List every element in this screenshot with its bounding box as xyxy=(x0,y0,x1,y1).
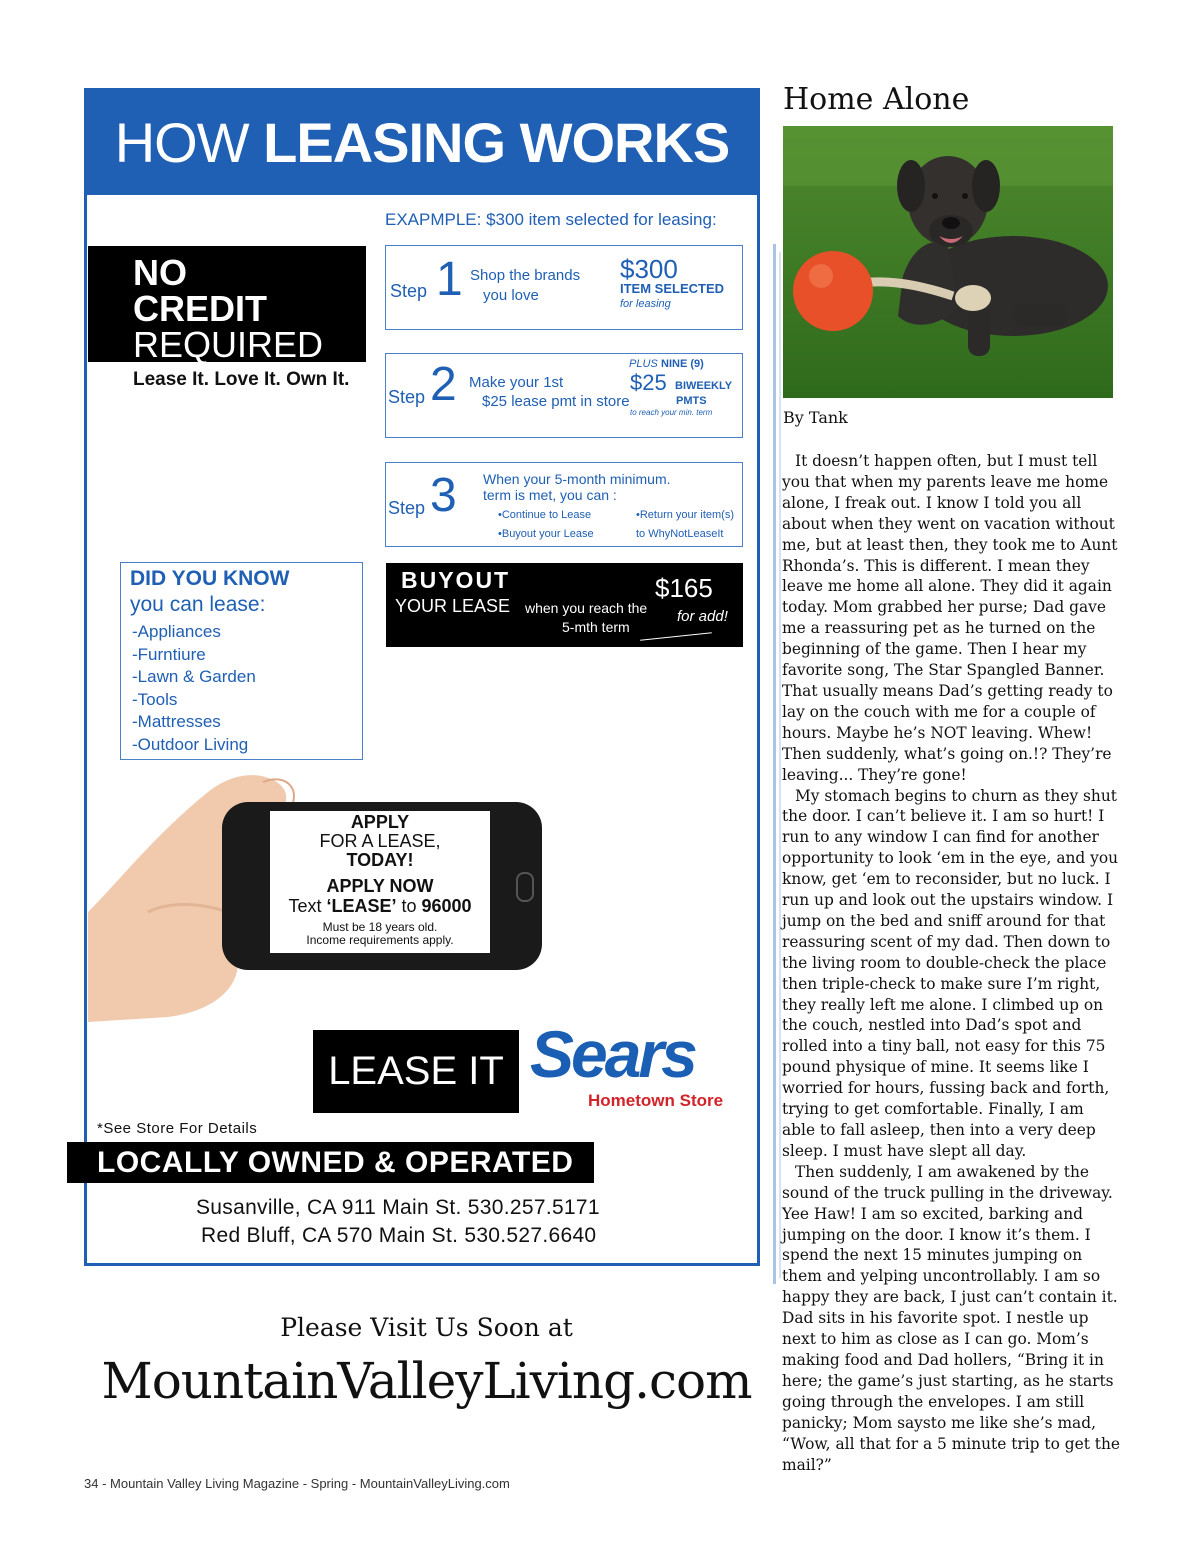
phone-text-line xyxy=(270,896,490,916)
phone-apply-now: APPLY NOW xyxy=(326,876,434,896)
article-divider xyxy=(773,244,776,1284)
phone-screen xyxy=(270,811,490,953)
phone-text-number: 96000 xyxy=(421,896,472,916)
list-item: -Furntiure xyxy=(132,644,206,664)
step-2-text1: Make your 1st xyxy=(469,374,564,391)
step-2-sub: to reach your min. term xyxy=(630,408,713,417)
step-3-box xyxy=(385,462,743,547)
article-title: Home Alone xyxy=(783,82,970,117)
article-paragraph: It doesn’t happen often, but I must tell you that when my parents leave me home alone, I freak out. I know I told you all about when they went on vacation without me, but at least then, they took me to Aunt Rhonda’s. This is different. I mean they leave me home all alone. They did it again today. Mom grabbed her purse; Dad gave me a reassuring pet as he turned on the beginning of the game. Then I hear my favorite song, The Star Spangled Banner. That usually means Dad’s getting ready to lay on the couch with me for a couple of hours. Maybe he’s NOT leaving. Whew! Then suddenly, what’s going on.!? They’re leaving... They’re gone! xyxy=(782,452,1118,784)
phone-today: TODAY! xyxy=(346,850,414,870)
leasable-items-list xyxy=(132,621,256,757)
did-you-know-box xyxy=(120,562,363,760)
step-3-number: 3 xyxy=(430,469,457,522)
phone-for-lease: FOR A LEASE, xyxy=(319,831,441,851)
see-store-note: *See Store For Details xyxy=(97,1120,258,1137)
list-item: -Outdoor Living xyxy=(132,734,249,754)
sears-hometown: Hometown Store xyxy=(588,1091,724,1110)
step-1-text2: you love xyxy=(483,287,539,304)
article-paragraph: Then suddenly, I am awakened by the sound of the truck pulling in the driveway. Yee Haw! I am so excited, barking and jumping on the door. I know it’s them. I spend the next 15 minutes jumping on them and yelping uncontrollably. I am so happy they are back, I just can’t contain it. Dad sits in his favorite spot. I nestle up next to him as close as I can go. Mom’s making food and Dad hollers, “Bring it in here; the game’s just starting, as he starts going through the envelopes. I am still panicky; Mom saysto me like she’s mad, “Wow, all that for a 5 minute trip to get the mail?” xyxy=(782,1162,1121,1474)
article-byline: By Tank xyxy=(783,408,848,427)
list-item: -Tools xyxy=(132,689,178,709)
no-credit-block xyxy=(88,246,366,365)
step-1-price-label: ITEM SELECTED xyxy=(620,281,725,296)
ad-header xyxy=(87,91,757,195)
article-divider-inner xyxy=(779,252,781,1278)
no-credit-line2: CREDIT xyxy=(133,288,267,329)
step-2-text2: $25 lease pmt in store xyxy=(482,393,630,410)
step-2-pmts: PMTS xyxy=(676,395,707,407)
example-caption: EXAPMPLE: $300 item selected for leasing: xyxy=(385,210,717,229)
list-item: -Mattresses xyxy=(132,712,221,732)
step-2-label: Step xyxy=(388,387,426,407)
buyout-price: $165 xyxy=(655,573,713,603)
step-1-price: $300 xyxy=(620,254,678,284)
buyout-for-add: for add! xyxy=(677,608,728,625)
ad-header-thin: HOW xyxy=(114,111,264,174)
phone-text-pre: Text xyxy=(288,896,327,916)
dog-photo xyxy=(783,126,1113,398)
buyout-block xyxy=(386,563,743,647)
step-1-text1: Shop the brands xyxy=(470,267,581,284)
visit-line: Please Visit Us Soon at xyxy=(280,1313,573,1342)
ad-header-bold: LEASING WORKS xyxy=(263,111,730,174)
buyout-when: when you reach the xyxy=(525,600,648,616)
phone-home-button xyxy=(516,872,534,902)
phone-fine1: Must be 18 years old. xyxy=(322,920,438,934)
list-item: -Lawn & Garden xyxy=(132,667,256,687)
phone-fine2: Income requirements apply. xyxy=(306,933,454,947)
step-3-option-return: •Return your item(s) xyxy=(636,509,734,521)
locally-owned-banner: LOCALLY OWNED & OPERATED xyxy=(67,1142,594,1183)
step-2-biweekly: BIWEEKLY xyxy=(675,380,733,392)
step-2-price: $25 xyxy=(630,370,667,395)
buyout-title: BUYOUT xyxy=(401,567,511,593)
step-1-box xyxy=(385,245,743,330)
step-1-number: 1 xyxy=(436,253,463,306)
did-you-know-subtitle: you can lease: xyxy=(130,593,266,616)
lease-it-banner: LEASE IT xyxy=(313,1030,519,1113)
step-3-text1: When your 5-month minimum. xyxy=(483,471,671,487)
website-link[interactable]: MountainValleyLiving.com xyxy=(101,1352,752,1410)
step-3-option-return-2: to WhyNotLeaseIt xyxy=(636,528,724,540)
step-1-price-sub: for leasing xyxy=(620,298,671,310)
tagline: Lease It. Love It. Own It. xyxy=(133,369,350,390)
list-item: -Appliances xyxy=(132,622,221,641)
no-credit-line1: NO xyxy=(133,252,187,293)
did-you-know-title: DID YOU KNOW xyxy=(130,567,290,590)
article-paragraph: My stomach begins to churn as they shut the door. I can’t believe it. I am so hurt! I run to any window I can find for another opportunity to look ‘em in the eye, and you know, get ‘em to reconsider, but no luck. I run up and look out the upstairs window. I jump on the bed and sniff around for that reassuring scent of my dad. Then down to the living room to double-check the place then triple-check to make sure I’m right, they really left me alone. I climbed up on the couch, nestled into Dad’s spot and rolled into a tiny ball, not easy for this 75 pound physique of mine. It seems like I worried for hours, fussing back and forth, trying to get comfortable. Finally, I am able to fall asleep, then into a very deep sleep. I must have slept all day. xyxy=(782,786,1119,1160)
phone-text-word: ‘LEASE’ xyxy=(326,896,397,916)
step-3-option-buyout: •Buyout your Lease xyxy=(498,528,594,540)
step-3-option-continue: •Continue to Lease xyxy=(498,509,592,521)
step-3-label: Step xyxy=(388,498,426,518)
step-2-box xyxy=(385,353,743,438)
address-susanville: Susanville, CA 911 Main St. 530.257.5171 xyxy=(196,1196,600,1219)
phone-text-mid: to xyxy=(396,896,422,916)
no-credit-line3: REQUIRED xyxy=(133,324,324,365)
step-3-text2: term is met, you can : xyxy=(483,487,617,503)
step-2-nine: NINE (9) xyxy=(661,358,704,370)
step-1-label: Step xyxy=(390,281,428,301)
buyout-your-lease: YOUR LEASE xyxy=(395,596,511,616)
buyout-term: 5-mth term xyxy=(562,619,630,635)
sears-logo xyxy=(528,1017,734,1115)
buyout-underline xyxy=(640,632,712,641)
step-2-plus: PLUS xyxy=(629,358,658,370)
page-footer: 34 - Mountain Valley Living Magazine - Spring - MountainValleyLiving.com xyxy=(84,1476,510,1491)
address-red-bluff: Red Bluff, CA 570 Main St. 530.527.6640 xyxy=(201,1224,597,1247)
step-2-number: 2 xyxy=(430,358,457,411)
article-body xyxy=(782,451,1120,1475)
sears-wordmark: Sears xyxy=(530,1017,695,1091)
phone-apply: APPLY xyxy=(350,812,410,832)
